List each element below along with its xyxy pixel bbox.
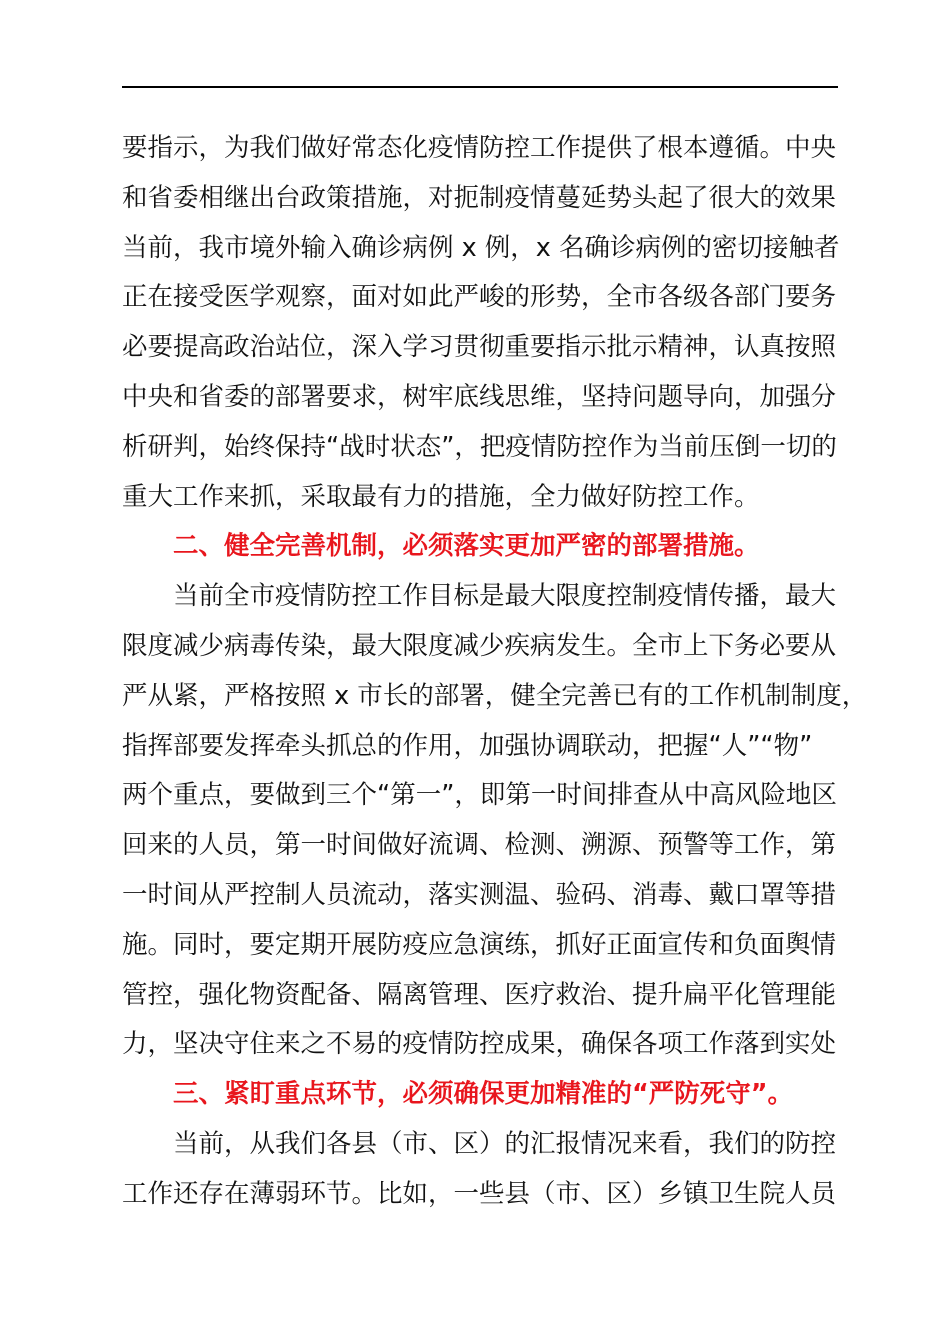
paragraph-line: 两个重点，要做到三个“第一”，即第一时间排查从中高风险地区 [122, 780, 837, 811]
paragraph-line: 当前，我市境外输入确诊病例 x 例，x 名确诊病例的密切接触者 [122, 232, 840, 263]
paragraph-line: 当前全市疫情防控工作目标是最大限度控制疫情传播，最大 [173, 581, 837, 612]
paragraph-line: 析研判，始终保持“战时状态”，把疫情防控作为当前压倒一切的 [122, 431, 837, 462]
paragraph-line: 一时间从严控制人员流动，落实测温、验码、消毒、戴口罩等措 [122, 879, 837, 910]
document-body [122, 124, 868, 1220]
paragraph-line: 指挥部要发挥牵头抓总的作用，加强协调联动，把握“人”“物” [122, 730, 813, 761]
paragraph-line: 限度减少病毒传染，最大限度减少疾病发生。全市上下务必要从 [122, 630, 837, 661]
paragraph-line: 要指示，为我们做好常态化疫情防控工作提供了根本遵循。中央 [122, 133, 837, 163]
paragraph-line: 施。同时，要定期开展防疫应急演练，抓好正面宣传和负面舆情 [122, 929, 837, 960]
paragraph-line: 正在接受医学观察，面对如此严峻的形势，全市各级各部门要务 [122, 282, 837, 313]
paragraph-line: 和省委相继出台政策措施，对扼制疫情蔓延势头起了很大的效果 [122, 182, 837, 213]
paragraph-line: 严从紧，严格按照 x 市长的部署，健全完善已有的工作机制制度， [122, 680, 868, 711]
paragraph-line: 当前，从我们各县（市、区）的汇报情况来看，我们的防控 [173, 1128, 837, 1159]
paragraph-line: 力，坚决守住来之不易的疫情防控成果，确保各项工作落到实处 [122, 1029, 837, 1060]
paragraph-line: 重大工作来抓，采取最有力的措施，全力做好防控工作。 [122, 481, 760, 512]
paragraph-line: 工作还存在薄弱环节。比如，一些县（市、区）乡镇卫生院人员 [122, 1178, 837, 1209]
paragraph-line: 管控，强化物资配备、隔离管理、医疗救治、提升扁平化管理能 [122, 979, 837, 1010]
header-rule [122, 86, 838, 88]
paragraph-line: 必要提高政治站位，深入学习贯彻重要指示批示精神，认真按照 [122, 332, 837, 363]
section-heading-2: 二、健全完善机制，必须落实更加严密的部署措施。 [173, 531, 760, 562]
paragraph-line: 回来的人员，第一时间做好流调、检测、溯源、预警等工作，第 [122, 830, 837, 861]
section-heading-3: 三、紧盯重点环节，必须确保更加精准的“严防死守”。 [173, 1079, 794, 1110]
paragraph-line: 中央和省委的部署要求，树牢底线思维，坚持问题导向，加强分 [122, 381, 837, 412]
